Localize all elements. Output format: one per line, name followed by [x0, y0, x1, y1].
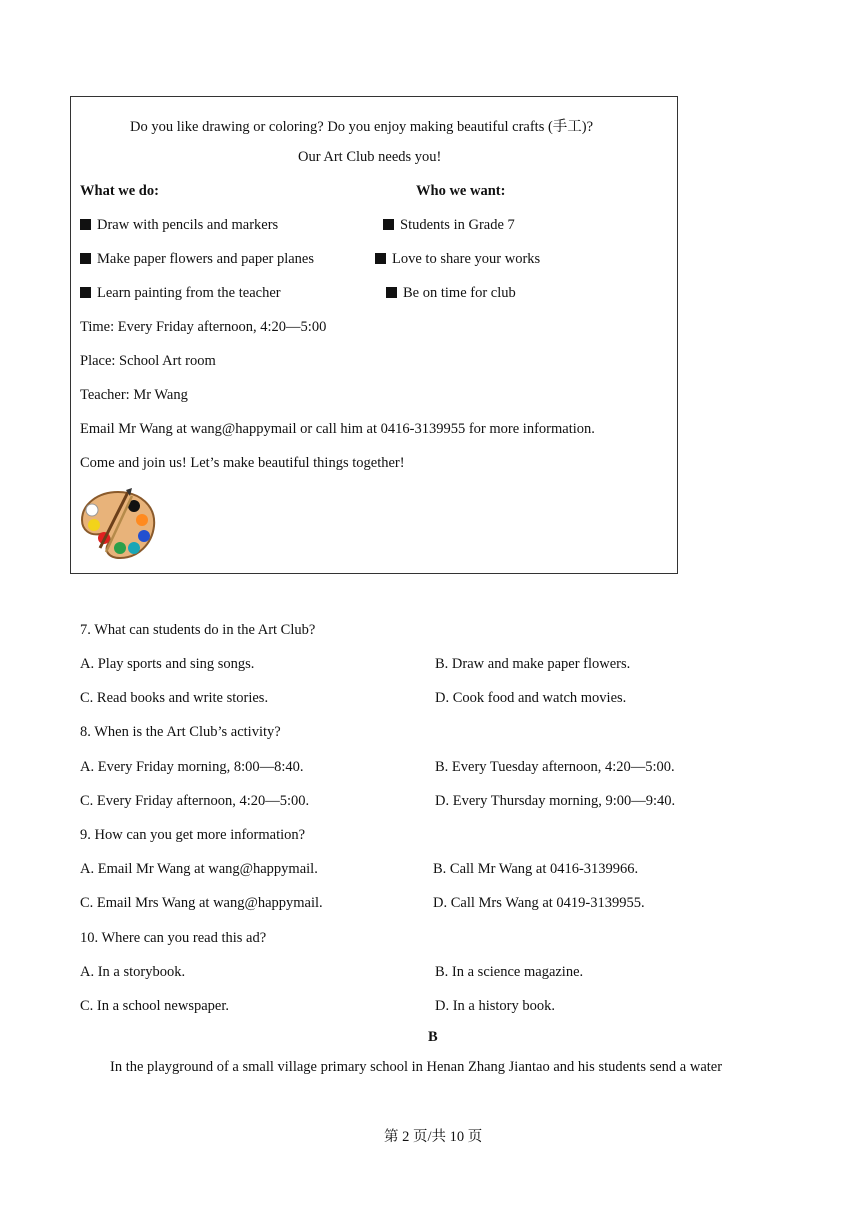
- answer-option: B. Call Mr Wang at 0416-3139966.: [433, 861, 639, 877]
- ad-intro: Do you like drawing or coloring? Do you enjoy making beautiful crafts (手工)?: [130, 119, 594, 135]
- section-b-passage: In the playground of a small village primary school in Henan Zhang Jiantao and his students send a water: [110, 1059, 723, 1075]
- who-item: Students in Grade 7: [383, 217, 515, 234]
- question-stem: 9. How can you get more information?: [80, 827, 306, 843]
- ad-time: Time: Every Friday afternoon, 4:20—5:00: [80, 319, 327, 335]
- answer-option: A. Every Friday morning, 8:00—8:40.: [80, 759, 304, 775]
- answer-option: C. Email Mrs Wang at wang@happymail.: [80, 895, 323, 911]
- ad-contact: Email Mr Wang at wang@happymail or call him at 0416-3139955 for more information.: [80, 421, 595, 437]
- ad-closing: Come and join us! Let’s make beautiful things together!: [80, 455, 405, 471]
- answer-option: A. In a storybook.: [80, 964, 186, 980]
- what-item: Make paper flowers and paper planes: [80, 251, 314, 268]
- who-item: Love to share your works: [375, 251, 540, 268]
- answer-option: B. In a science magazine.: [435, 964, 584, 980]
- answer-option: A. Email Mr Wang at wang@happymail.: [80, 861, 318, 877]
- question-stem: 8. When is the Art Club’s activity?: [80, 724, 281, 740]
- answer-option: B. Every Tuesday afternoon, 4:20—5:00.: [435, 759, 675, 775]
- ad-teacher: Teacher: Mr Wang: [80, 387, 188, 403]
- question-stem: 10. Where can you read this ad?: [80, 930, 267, 946]
- square-bullet-icon: [375, 253, 386, 264]
- answer-option: C. In a school newspaper.: [80, 998, 229, 1014]
- what-item: Draw with pencils and markers: [80, 217, 278, 234]
- square-bullet-icon: [80, 253, 91, 264]
- answer-option: B. Draw and make paper flowers.: [435, 656, 631, 672]
- who-item: Be on time for club: [386, 285, 516, 302]
- ad-place: Place: School Art room: [80, 353, 216, 369]
- answer-option: D. Call Mrs Wang at 0419-3139955.: [433, 895, 645, 911]
- ad-slogan: Our Art Club needs you!: [298, 149, 442, 165]
- square-bullet-icon: [383, 219, 394, 230]
- answer-option: A. Play sports and sing songs.: [80, 656, 255, 672]
- section-b-heading: B: [428, 1029, 438, 1045]
- what-item: Learn painting from the teacher: [80, 285, 281, 302]
- page-number: 第 2 页/共 10 页: [384, 1129, 483, 1145]
- paint-palette-icon: [78, 486, 158, 562]
- who-we-want-heading: Who we want:: [416, 183, 506, 199]
- square-bullet-icon: [386, 287, 397, 298]
- question-stem: 7. What can students do in the Art Club?: [80, 622, 316, 638]
- square-bullet-icon: [80, 287, 91, 298]
- square-bullet-icon: [80, 219, 91, 230]
- answer-option: C. Every Friday afternoon, 4:20—5:00.: [80, 793, 310, 809]
- what-we-do-heading: What we do:: [80, 183, 159, 199]
- answer-option: D. Cook food and watch movies.: [435, 690, 627, 706]
- answer-option: D. Every Thursday morning, 9:00—9:40.: [435, 793, 676, 809]
- answer-option: D. In a history book.: [435, 998, 556, 1014]
- answer-option: C. Read books and write stories.: [80, 690, 269, 706]
